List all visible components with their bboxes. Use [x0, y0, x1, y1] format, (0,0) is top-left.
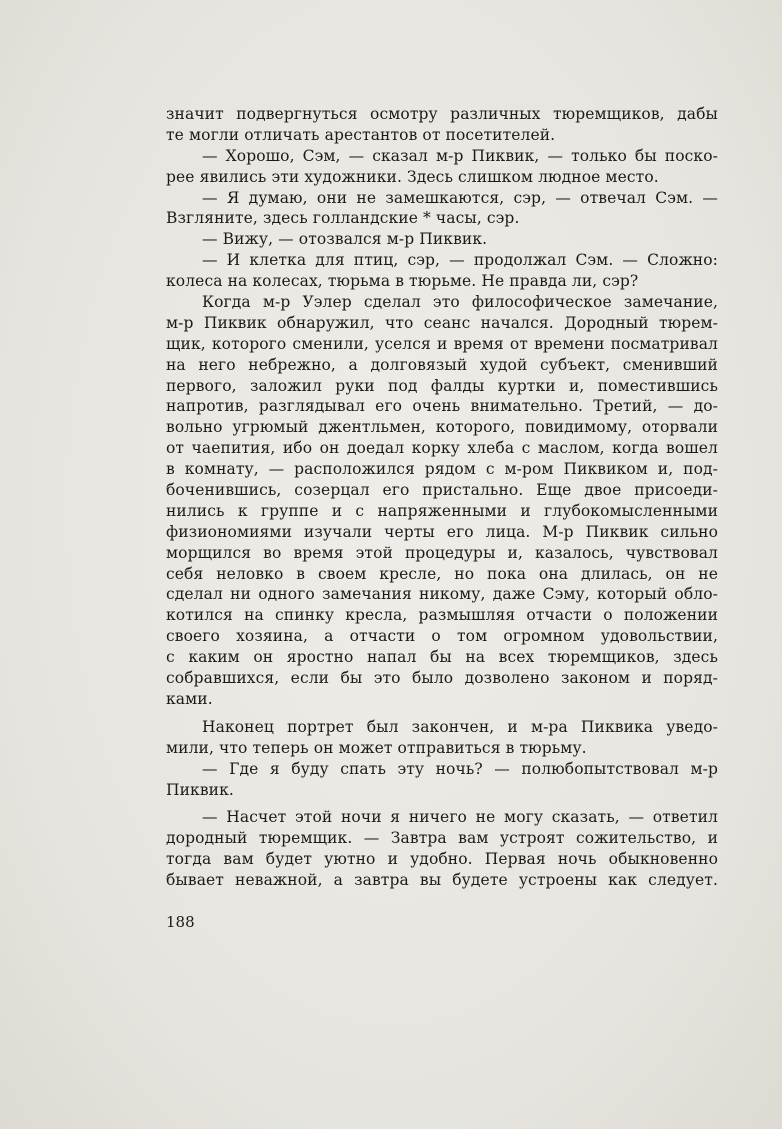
text-line: Наконец портрет был закончен, и м-ра Пиквика уведо-: [202, 717, 718, 736]
text-line: бывает неважной, а завтра вы будете устроены как следует.: [166, 871, 718, 890]
text-line: колеса на колесах, тюрьма в тюрьме. Не правда ли, сэр?: [166, 272, 639, 291]
text-line: на него небрежно, а долговязый худой субъект, сменивший: [166, 355, 718, 374]
text-line: напротив, разглядывал его очень внимательно. Третий, — до-: [166, 397, 718, 416]
text-line: своего хозяина, а отчасти о том огромном удовольствии,: [166, 627, 718, 646]
text-line: боченившись, созерцал его пристально. Еще двое присоеди-: [166, 481, 718, 500]
text-line: — Где я буду спать эту ночь? — полюбопытствовал м-р: [202, 759, 718, 778]
text-line: Взгляните, здесь голландские * часы, сэр.: [166, 209, 520, 228]
text-line: — Я думаю, они не замешкаются, сэр, — отвечал Сэм. —: [202, 188, 718, 207]
text-line: сделал ни одного замечания никому, даже Сэму, который обло-: [166, 585, 718, 604]
text-line: м-р Пиквик обнаружил, что сеанс начался. Дородный тюрем-: [166, 313, 718, 332]
text-line: морщился во время этой процедуры и, казалось, чувствовал: [166, 543, 718, 562]
text-line: от чаепития, ибо он доедал корку хлеба с маслом, когда вошел: [166, 439, 718, 458]
text-line: ками.: [166, 689, 213, 708]
text-line: тогда вам будет уютно и удобно. Первая ночь обыкновенно: [166, 850, 718, 869]
text-line: щик, которого сменили, уселся и время от времени посматривал: [166, 334, 718, 353]
text-line: значит подвергнуться осмотру различных тюремщиков, дабы: [166, 105, 718, 123]
text-line: с каким он яростно напал бы на всех тюремщиков, здесь: [166, 648, 718, 667]
text-line: в комнату, — расположился рядом с м-ром Пиквиком и, под-: [166, 460, 718, 479]
text-line: Пиквик.: [166, 780, 234, 799]
text-line: физиономиями изучали черты его лица. М-р Пиквик сильно: [166, 522, 718, 541]
page-number: 188: [166, 913, 195, 931]
text-line: первого, заложил руки под фалды куртки и, поместившись: [166, 376, 718, 395]
text-line: рее явились эти художники. Здесь слишком людное место.: [166, 167, 659, 186]
text-line: — Вижу, — отозвался м-р Пиквик.: [202, 230, 488, 249]
text-line: — И клетка для птиц, сэр, — продолжал Сэм. — Сложно:: [202, 251, 718, 270]
text-line: котился на спинку кресла, размышляя отчасти о положении: [166, 606, 718, 625]
text-line: мили, что теперь он может отправиться в тюрьму.: [166, 738, 587, 757]
text-line: дородный тюремщик. — Завтра вам устроят сожительство, и: [166, 829, 718, 848]
text-line: — Хорошо, Сэм, — сказал м-р Пиквик, — только бы поско-: [202, 146, 718, 165]
text-line: нились к группе и с напряженными и глубокомысленными: [166, 501, 718, 520]
text-line: себя неловко в своем кресле, но пока она длилась, он не: [166, 564, 718, 583]
page-text: [166, 104, 718, 891]
text-line: вольно угрюмый джентльмен, которого, повидимому, оторвали: [166, 418, 718, 437]
text-line: собравшихся, если бы это было дозволено законом и поряд-: [166, 669, 718, 688]
text-line: — Насчет этой ночи я ничего не могу сказать, — ответил: [202, 808, 718, 827]
text-line: те могли отличать арестантов от посетителей.: [166, 125, 556, 144]
text-line: Когда м-р Уэлер сделал это философическое замечание,: [202, 293, 718, 312]
